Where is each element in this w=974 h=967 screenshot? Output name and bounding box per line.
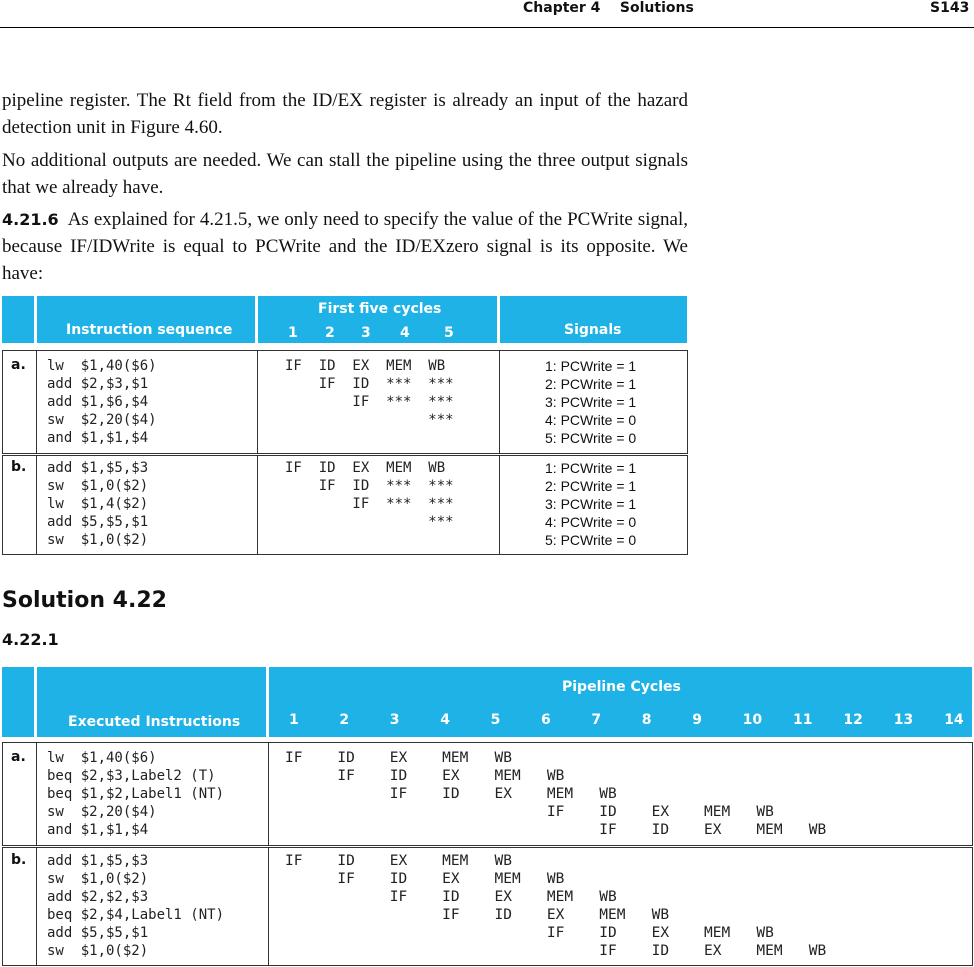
chapter-header: Chapter 4 Solutions — [523, 0, 694, 16]
t2-cycle-12: 12 — [843, 712, 863, 728]
t1-row-a-pipe: IF ID EX MEM WB IF ID *** *** IF *** *** *** — [285, 358, 454, 428]
page-number: S143 — [930, 0, 970, 16]
t2-head-instr: Executed Instructions — [68, 714, 241, 730]
t1-cycle-2: 2 — [325, 325, 335, 341]
paragraph-3-text: As explained for 4.21.5, we only need to specify the value of the PCWrite signal, because IF/IDWrite is equal to PCWrite and the ID/EXzero signal is its opposite. We have: — [2, 209, 689, 284]
t2-cycle-7: 7 — [591, 712, 602, 728]
t2-cycle-11: 11 — [793, 712, 813, 728]
t1-row-b-signals — [545, 459, 636, 549]
t2-row-a-label: a. — [11, 749, 26, 765]
t1-row-a-label: a. — [11, 357, 26, 373]
t2-cycle-10: 10 — [742, 712, 763, 728]
t2-cycle-13: 13 — [893, 712, 914, 728]
t2-cycle-1: 1 — [289, 712, 299, 728]
t2-row-a-instrs: lw $1,40($6) beq $2,$3,Label2 (T) beq $1,$2,Label1 (NT) sw $2,20($4) and $1,$1,$4 — [47, 750, 225, 838]
signal-line: 1: PCWrite = 1 — [545, 358, 637, 374]
t2-row-b-label: b. — [11, 852, 27, 868]
signal-line: 4: PCWrite = 0 — [545, 514, 637, 530]
t1-row-b-instrs: add $1,$5,$3 sw $1,0($2) lw $1,4($2) add $5,$5,$1 sw $1,0($2) — [47, 460, 149, 548]
t1-head-signals: Signals — [564, 322, 622, 338]
t1-head-instr: Instruction sequence — [66, 322, 233, 338]
paragraph-3 — [2, 206, 688, 287]
paragraph-1: pipeline register. The Rt field from the ID/EX register is already an input of the hazard detection unit in Figure 4.60. — [2, 90, 688, 138]
signal-line: 2: PCWrite = 1 — [545, 376, 637, 392]
solution-title: Solution 4.22 — [2, 588, 167, 613]
t2-cycle-5: 5 — [490, 712, 501, 728]
t1-head-label-cell — [2, 296, 34, 343]
t1-cycle-5: 5 — [444, 325, 454, 341]
t1-cycle-1: 1 — [288, 325, 298, 341]
t2-row-b-pipe: IF ID EX MEM WB IF ID EX MEM WB IF ID EX MEM WB IF ID EX MEM WB IF ID EX MEM WB IF ID EX MEM WB — [285, 853, 827, 959]
signal-line: 2: PCWrite = 1 — [545, 478, 637, 494]
signal-line: 1: PCWrite = 1 — [545, 460, 637, 476]
t1-row-a-signals — [545, 357, 636, 447]
t1-row-b-pipe: IF ID EX MEM WB IF ID *** *** IF *** *** *** — [285, 460, 454, 530]
t1-cycle-4: 4 — [400, 325, 410, 341]
section-number: 4.21.6 — [2, 210, 59, 229]
t2-cycle-9: 9 — [692, 712, 702, 728]
t1-head-first: First five cycles — [318, 301, 442, 317]
signal-line: 5: PCWrite = 0 — [545, 430, 637, 446]
t2-row-a-pipe: IF ID EX MEM WB IF ID EX MEM WB IF ID EX MEM WB IF ID EX MEM WB IF ID EX MEM WB — [285, 750, 827, 838]
t1-row-a-instrs: lw $1,40($6) add $2,$3,$1 add $1,$6,$4 sw $2,20($4) and $1,$1,$4 — [47, 358, 157, 446]
t2-head-pipe: Pipeline Cycles — [562, 679, 681, 695]
t2-cycle-6: 6 — [541, 712, 551, 728]
t1-cycle-3: 3 — [361, 325, 371, 341]
t2-cycle-4: 4 — [440, 712, 450, 728]
t2-cycle-2: 2 — [339, 712, 350, 728]
header-rule — [0, 27, 974, 28]
signal-line: 3: PCWrite = 1 — [545, 394, 637, 410]
t2-cycle-14: 14 — [944, 712, 964, 728]
signal-line: 3: PCWrite = 1 — [545, 496, 637, 512]
t1-row-b-label: b. — [11, 459, 27, 475]
t2-cycle-3: 3 — [389, 712, 400, 728]
signal-line: 4: PCWrite = 0 — [545, 412, 637, 428]
signal-line: 5: PCWrite = 0 — [545, 532, 637, 548]
subsection-title: 4.22.1 — [2, 630, 59, 649]
t2-cycle-8: 8 — [641, 712, 652, 728]
t2-head-cycles-cell — [269, 667, 972, 737]
t2-head-label-cell — [2, 667, 34, 737]
paragraph-2: No additional outputs are needed. We can stall the pipeline using the three output signals that we already have. — [2, 150, 688, 198]
t2-row-b-instrs: add $1,$5,$3 sw $1,0($2) add $2,$2,$3 beq $2,$4,Label1 (NT) add $5,$5,$1 sw $1,0($2) — [47, 853, 225, 959]
